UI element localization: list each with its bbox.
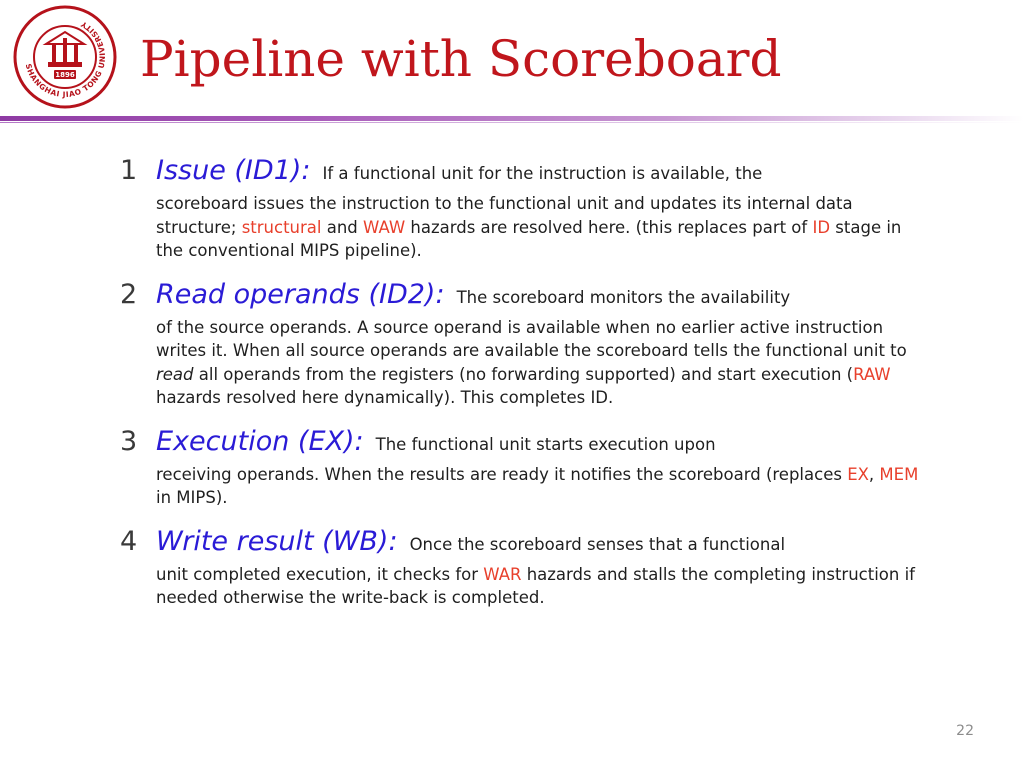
item-heading: Execution (EX): [156,425,364,457]
item-heading: Issue (ID1): [156,155,311,186]
seal-ring-text: SHANGHAI JIAO TONG UNIVERSITY [23,19,108,100]
item-text: The scoreboard monitors the availability [456,287,791,307]
university-seal-logo [12,4,118,110]
item-body: receiving operands. When the results are ready it notifies the scoreboard (replaces EX, MEM in MIPS). [156,464,919,507]
slide-content [120,150,920,621]
list-item-write-result [120,521,920,610]
item-text: Once the scoreboard senses that a functional [409,534,786,554]
highlight-term: ID [812,217,831,237]
highlight-term: EX [847,464,869,484]
item-text: If a functional unit for the instruction is available, the [322,164,763,183]
highlight-term: WAW [363,217,406,237]
item-text: The functional unit starts execution upon [375,434,716,454]
item-number: 2 [120,278,138,310]
item-number: 1 [120,155,138,186]
list-item-issue [120,150,920,263]
highlight-term: structural [241,217,322,237]
highlight-term: MEM [879,464,919,484]
item-number: 3 [120,425,138,457]
emphasis-term: read [156,364,194,384]
item-heading: Write result (WB): [156,525,398,557]
highlight-term: RAW [853,364,891,384]
title-divider [0,116,1024,123]
highlight-term: WAR [483,564,522,584]
list-item-read-operands [120,274,920,410]
seal-year: 1896 [55,71,75,79]
page-number: 22 [956,723,974,739]
list-item-execution [120,421,920,510]
item-body: unit completed execution, it checks for WAR hazards and stalls the completing instruction if needed otherwise the write-back is completed. [156,564,915,607]
item-body: of the source operands. A source operand is available when no earlier active instruction writes it. When all source operands are available the scoreboard tells the functional unit to read all operands from the registers (no forwarding supported) and start execution (RAW hazards resolved here dynamically). This completes ID. [156,317,907,407]
item-number: 4 [120,525,138,557]
item-body: scoreboard issues the instruction to the functional unit and updates its internal data structure; structural and WAW hazards are resolved here. (this replaces part of ID stage in the conventional MIPS pipeline). [156,194,902,260]
slide-title: Pipeline with Scoreboard [140,30,782,88]
item-heading: Read operands (ID2): [156,278,445,310]
